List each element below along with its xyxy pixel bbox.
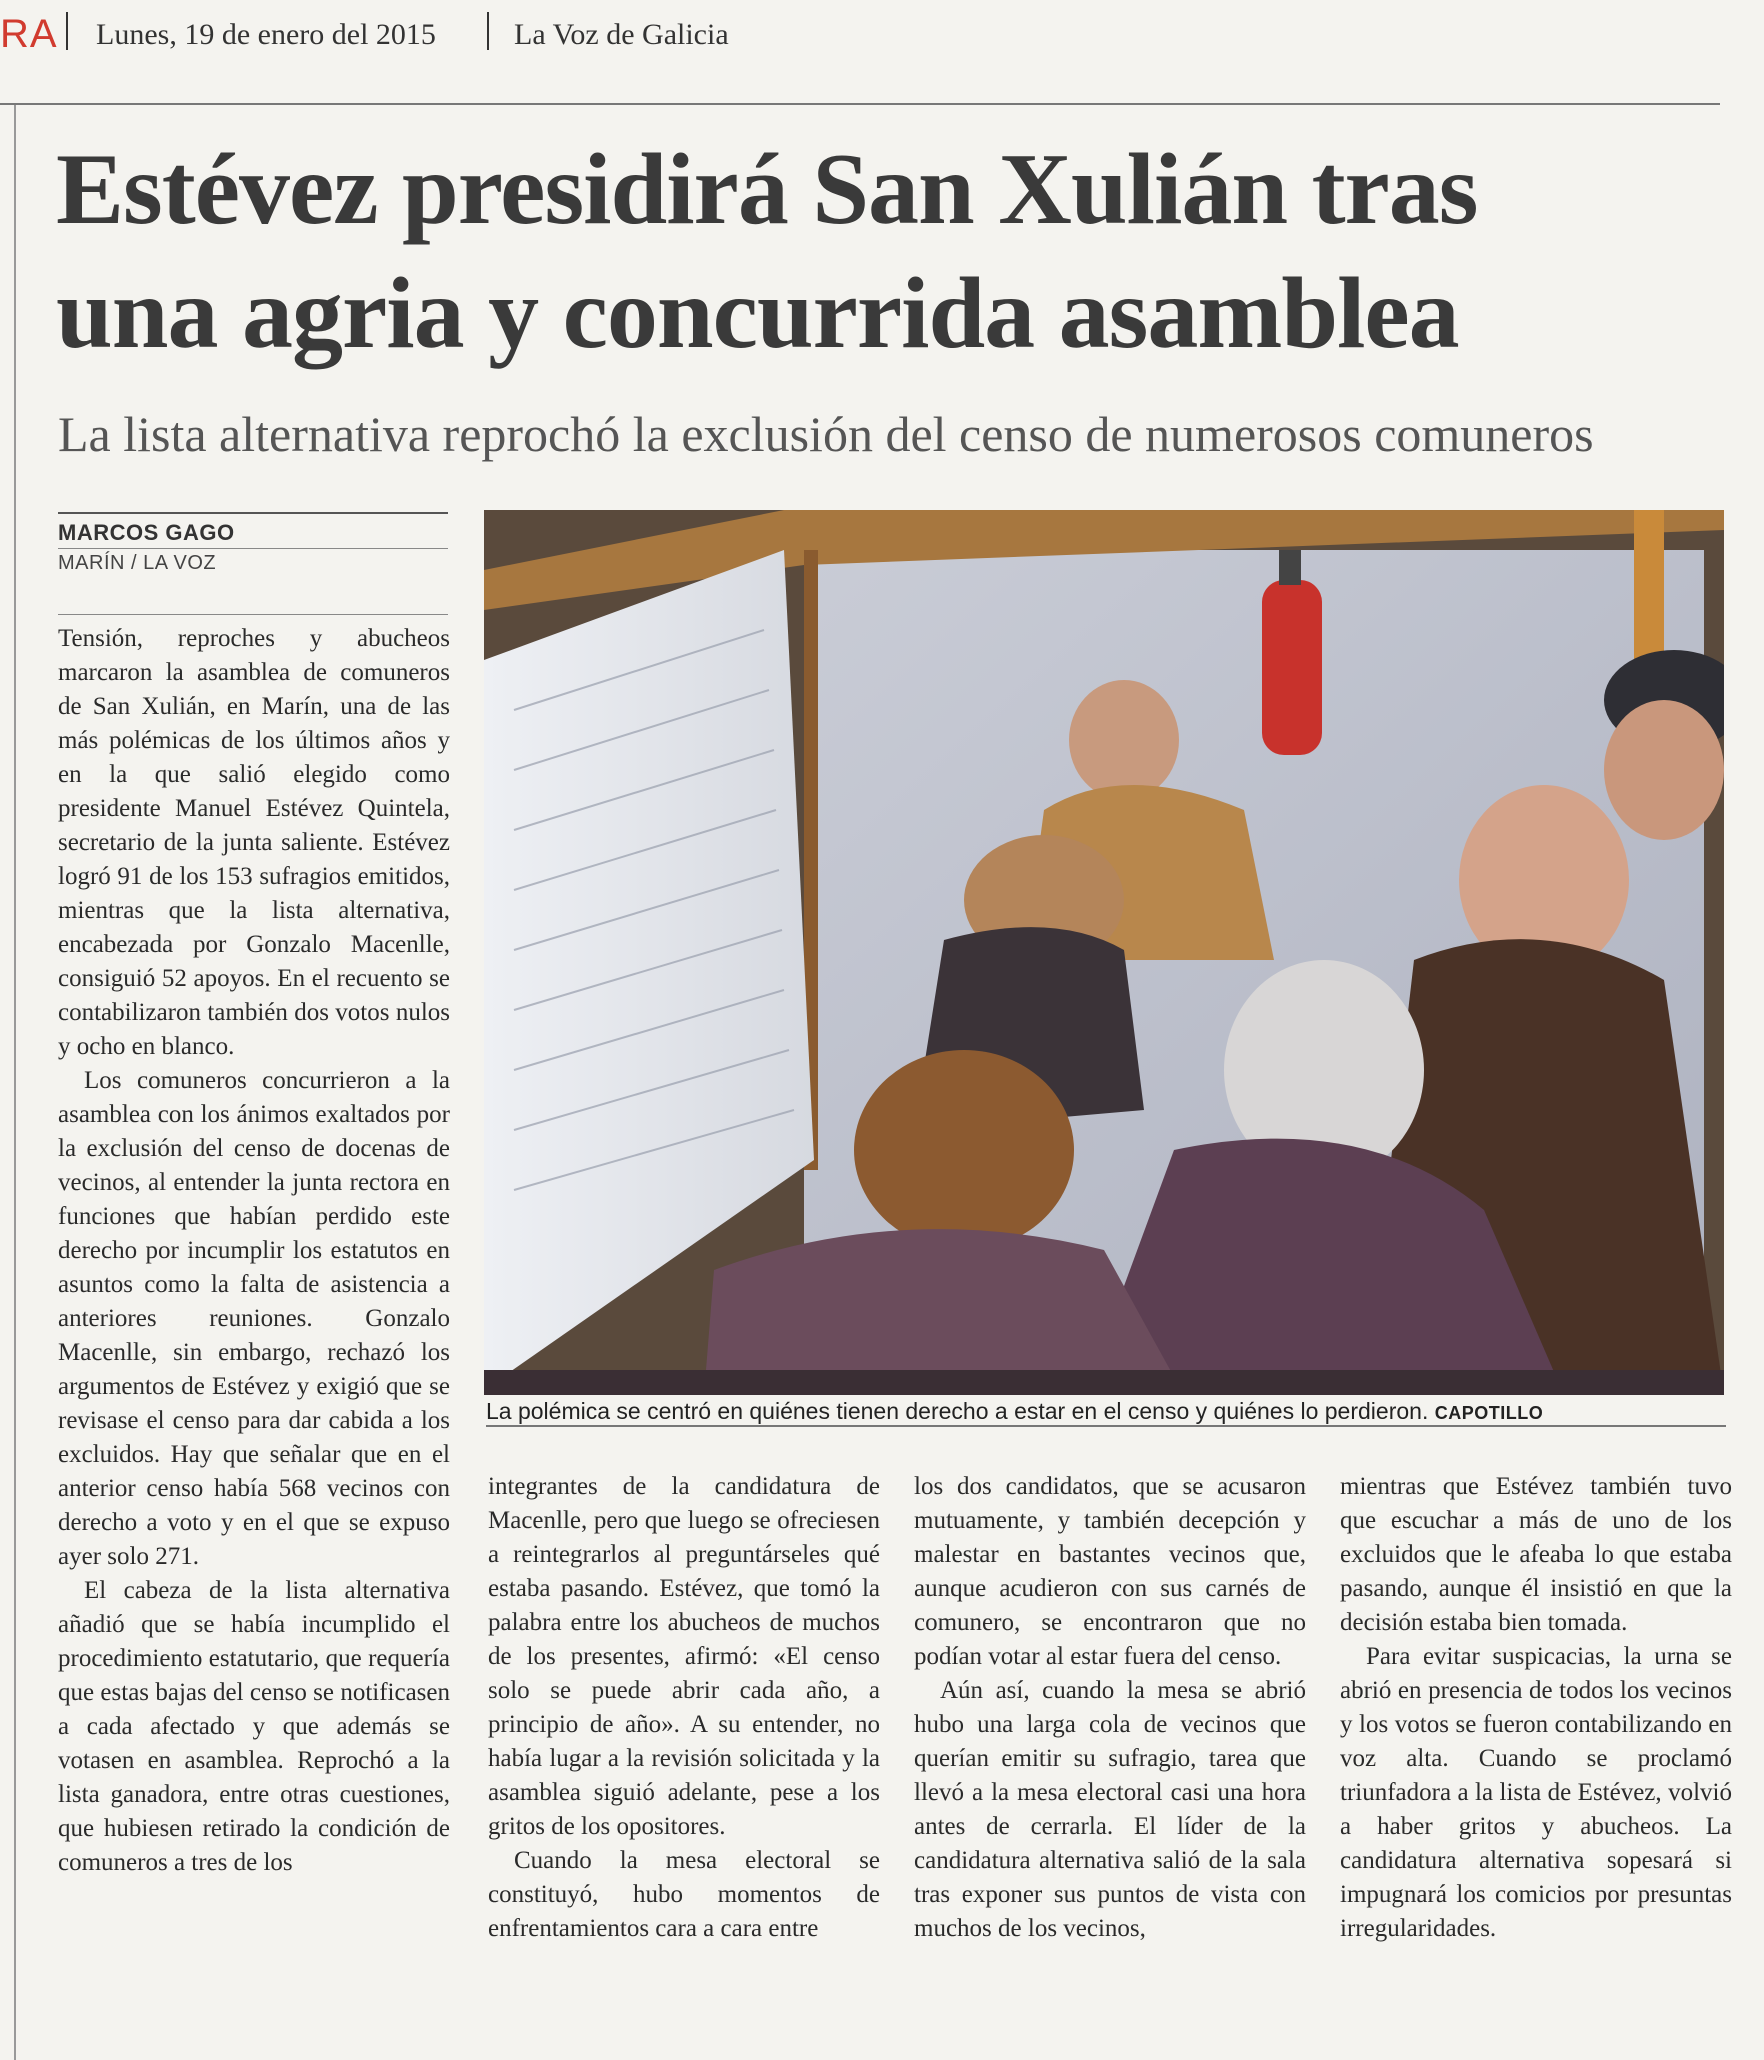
masthead <box>0 0 1764 70</box>
paragraph: Tensión, reproches y abucheos marcaron la asamblea de comuneros de San Xulián, en Marín, una de las más polémicas de los últimos años y en la que salió elegido como presidente Manuel Estévez Quintela, secretario de la junta saliente. Estévez logró 91 de los 153 sufragios emitidos, mientras que la lista alternativa, encabezada por Gonzalo Macenlle, consiguió 52 apoyos. En el recuento se contabilizaron también dos votos nulos y ocho en blanco. <box>58 625 450 1060</box>
headline-line: una agria y concurrida asamblea <box>56 257 1459 370</box>
paragraph: Aún así, cuando la mesa se abrió hubo una larga cola de vecinos que querían emitir su sufragio, tarea que llevó a la mesa electoral casi una hora antes de cerrarla. El líder de la candidatura alternativa salió de la sala tras exponer sus puntos de vista con muchos de los vecinos, <box>914 1677 1306 1942</box>
masthead-divider <box>487 12 489 50</box>
caption-text: La polémica se centró en quiénes tienen derecho a estar en el censo y quiénes lo perdieron. <box>486 1398 1429 1424</box>
headline <box>56 128 1716 376</box>
subheadline: La lista alternativa reprochó la exclusión del censo de numerosos comuneros <box>58 406 1594 462</box>
headline-line: Estévez presidirá San Xulián tras <box>56 133 1478 246</box>
caption-rule <box>486 1425 1726 1427</box>
text-column-1 <box>58 622 450 1880</box>
paragraph: mientras que Estévez también tuvo que escuchar a más de uno de los excluidos que le afeaba lo que estaba pasando, aunque él insistió en que la decisión estaba bien tomada. <box>1340 1473 1732 1636</box>
left-margin-rule <box>14 105 16 2060</box>
paragraph: Cuando la mesa electoral se constituyó, hubo momentos de enfrentamientos cara a cara entre <box>488 1847 880 1942</box>
paragraph: Los comuneros concurrieron a la asamblea con los ánimos exaltados por la exclusión del censo de docenas de vecinos, al entender la junta rectora en funciones que habían perdido este derecho por incumplir los estatutos en asuntos como la falta de asistencia a anteriores reuniones. Gonzalo Macenlle, sin embargo, rechazó los argumentos de Estévez y exigió que se revisase el censo para dar cabida a los excluidos. Hay que señalar que en el anterior censo había 568 vecinos con derecho a voto y en el que se expuso ayer solo 271. <box>58 1067 450 1570</box>
paragraph: El cabeza de la lista alternativa añadió que se había incumplido el procedimiento estatutario, que requería que estas bajas del censo se notificasen a cada afectado y que además se votasen en asamblea. Reprochó a la lista ganadora, entre otras cuestiones, que hubiesen retirado la condición de comuneros a tres de los <box>58 1577 450 1876</box>
photo-credit: CAPOTILLO <box>1434 1403 1544 1423</box>
dateline: MARÍN / LA VOZ <box>58 552 217 574</box>
text-column-3 <box>914 1470 1306 1946</box>
paragraph: los dos candidatos, que se acusaron mutuamente, y también decepción y malestar en bastantes vecinos que, aunque acudieron con sus carnés de comunero, se encontraron que no podían votar al estar fuera del censo. <box>914 1473 1306 1670</box>
photo-caption <box>486 1398 1726 1425</box>
newspaper-name: La Voz de Galicia <box>514 18 729 51</box>
issue-date: Lunes, 19 de enero del 2015 <box>96 18 436 51</box>
article-photo <box>484 510 1724 1395</box>
photo-illustration <box>484 510 1724 1395</box>
masthead-divider <box>66 12 68 50</box>
byline-rule <box>58 512 448 514</box>
byline-rule <box>58 548 448 549</box>
paragraph: integrantes de la candidatura de Macenlle, pero que luego se ofreciesen a reintegrarlos al preguntárseles qué estaba pasando. Estévez, que tomó la palabra entre los abucheos de muchos de los presentes, afirmó: «El censo solo se puede abrir cada año, a principio de año». A su entender, no había lugar a la revisión solicitada y la asamblea siguió adelante, pese a los gritos de los opositores. <box>488 1473 880 1840</box>
author: MARCOS GAGO <box>58 520 235 545</box>
top-rule <box>0 103 1720 105</box>
text-column-2 <box>488 1470 880 1946</box>
text-column-4 <box>1340 1470 1732 1946</box>
paragraph: Para evitar suspicacias, la urna se abrió en presencia de todos los vecinos y los votos se fueron contabilizando en voz alta. Cuando se proclamó triunfadora a la lista de Estévez, volvió a haber gritos y abucheos. La candidatura alternativa sopesará si impugnará los comicios por presuntas irregularidades. <box>1340 1643 1732 1942</box>
section-fragment: RA <box>0 12 58 56</box>
byline-rule <box>58 614 448 615</box>
